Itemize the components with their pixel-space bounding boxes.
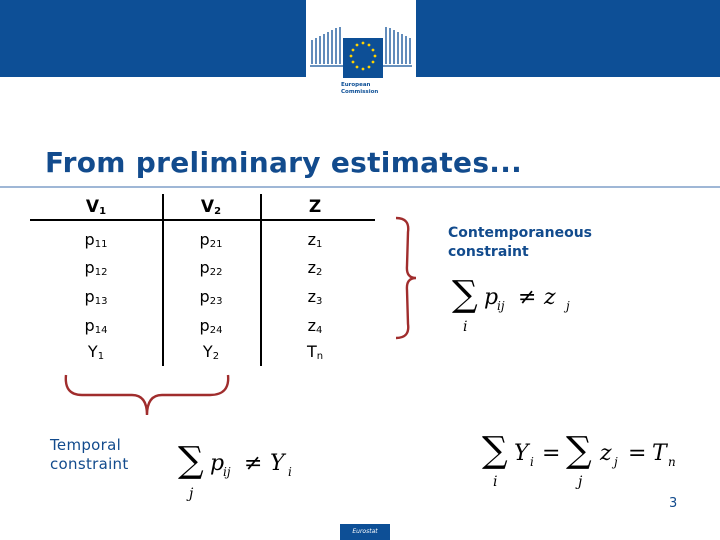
- european-commission-logo[interactable]: [306, 0, 416, 104]
- sum-symbol: ∑: [482, 430, 508, 471]
- logo-line-european: European: [341, 82, 371, 88]
- sum-index: j: [578, 474, 583, 490]
- formula-term-subscript: ij: [497, 299, 505, 313]
- right-curly-brace-icon: [394, 216, 418, 340]
- table-header-v2: $V_2$: [200, 197, 222, 217]
- slide-title: From preliminary estimates...: [45, 146, 523, 179]
- page-number: 3: [669, 496, 678, 511]
- temporal-formula: [174, 430, 314, 502]
- table-cell: $p_{11}$: [84, 230, 108, 250]
- sum-symbol: ∑: [178, 440, 204, 481]
- table-cell: $p_{12}$: [84, 258, 108, 278]
- temporal-label-line1: Temporal: [50, 436, 122, 454]
- table-cell: $Y_2$: [202, 342, 220, 362]
- formula-rhs-subscript: i: [288, 465, 292, 479]
- table-cell: $p_{22}$: [199, 258, 223, 278]
- contemporaneous-label-line1: Contemporaneous: [448, 225, 593, 241]
- temporal-label-line2: constraint: [50, 455, 129, 473]
- table-cell: $p_{14}$: [84, 316, 108, 336]
- equals-symbol: =: [542, 441, 561, 466]
- table-cell: $p_{13}$: [84, 287, 108, 307]
- table-cell: $z_4$: [307, 316, 323, 336]
- formula-term-subscript: ij: [223, 465, 231, 479]
- eurostat-logo[interactable]: Eurostat: [340, 524, 390, 540]
- contemporaneous-constraint-label: [448, 224, 592, 262]
- contemporaneous-formula: [448, 268, 588, 336]
- formula-term-subscript: i: [530, 455, 534, 469]
- table-header-v1: $V_1$: [85, 197, 107, 217]
- equals-symbol: =: [628, 441, 647, 466]
- sum-index: i: [463, 319, 468, 335]
- table-cell: $z_2$: [307, 258, 323, 278]
- estimates-table: [30, 188, 375, 368]
- formula-rhs-subscript: j: [566, 299, 570, 313]
- table-header-z: Z: [308, 197, 322, 217]
- formula-term: Y: [514, 441, 529, 466]
- table-cell: $p_{24}$: [199, 316, 223, 336]
- bottom-curly-brace-icon: [60, 373, 234, 417]
- table-cell: $z_3$: [307, 287, 323, 307]
- sum-symbol: ∑: [452, 274, 478, 315]
- temporal-constraint-label: [50, 436, 129, 474]
- formula-term: p: [484, 285, 499, 310]
- not-equal-symbol: ≠: [518, 285, 537, 310]
- not-equal-symbol: ≠: [244, 451, 263, 476]
- formula-term: T: [652, 441, 667, 466]
- table-cell: $T_n$: [306, 342, 324, 362]
- sum-symbol: ∑: [566, 430, 592, 471]
- table-cell: $p_{23}$: [199, 287, 223, 307]
- total-formula: [478, 420, 698, 492]
- table-header-divider: [30, 219, 375, 221]
- logo-line-commission: Commission: [341, 89, 379, 95]
- formula-term-subscript: j: [614, 455, 618, 469]
- sum-index: j: [189, 486, 194, 502]
- table-cell: $z_1$: [307, 230, 323, 250]
- formula-rhs: z: [544, 285, 556, 310]
- contemporaneous-label-line2: constraint: [448, 244, 529, 260]
- table-cell: $p_{21}$: [199, 230, 223, 250]
- sum-index: i: [493, 474, 498, 490]
- formula-term-subscript: n: [668, 455, 676, 469]
- formula-term: p: [210, 451, 225, 476]
- formula-rhs: Y: [270, 451, 285, 476]
- table-cell: $Y_1$: [87, 342, 105, 362]
- formula-term: z: [600, 441, 612, 466]
